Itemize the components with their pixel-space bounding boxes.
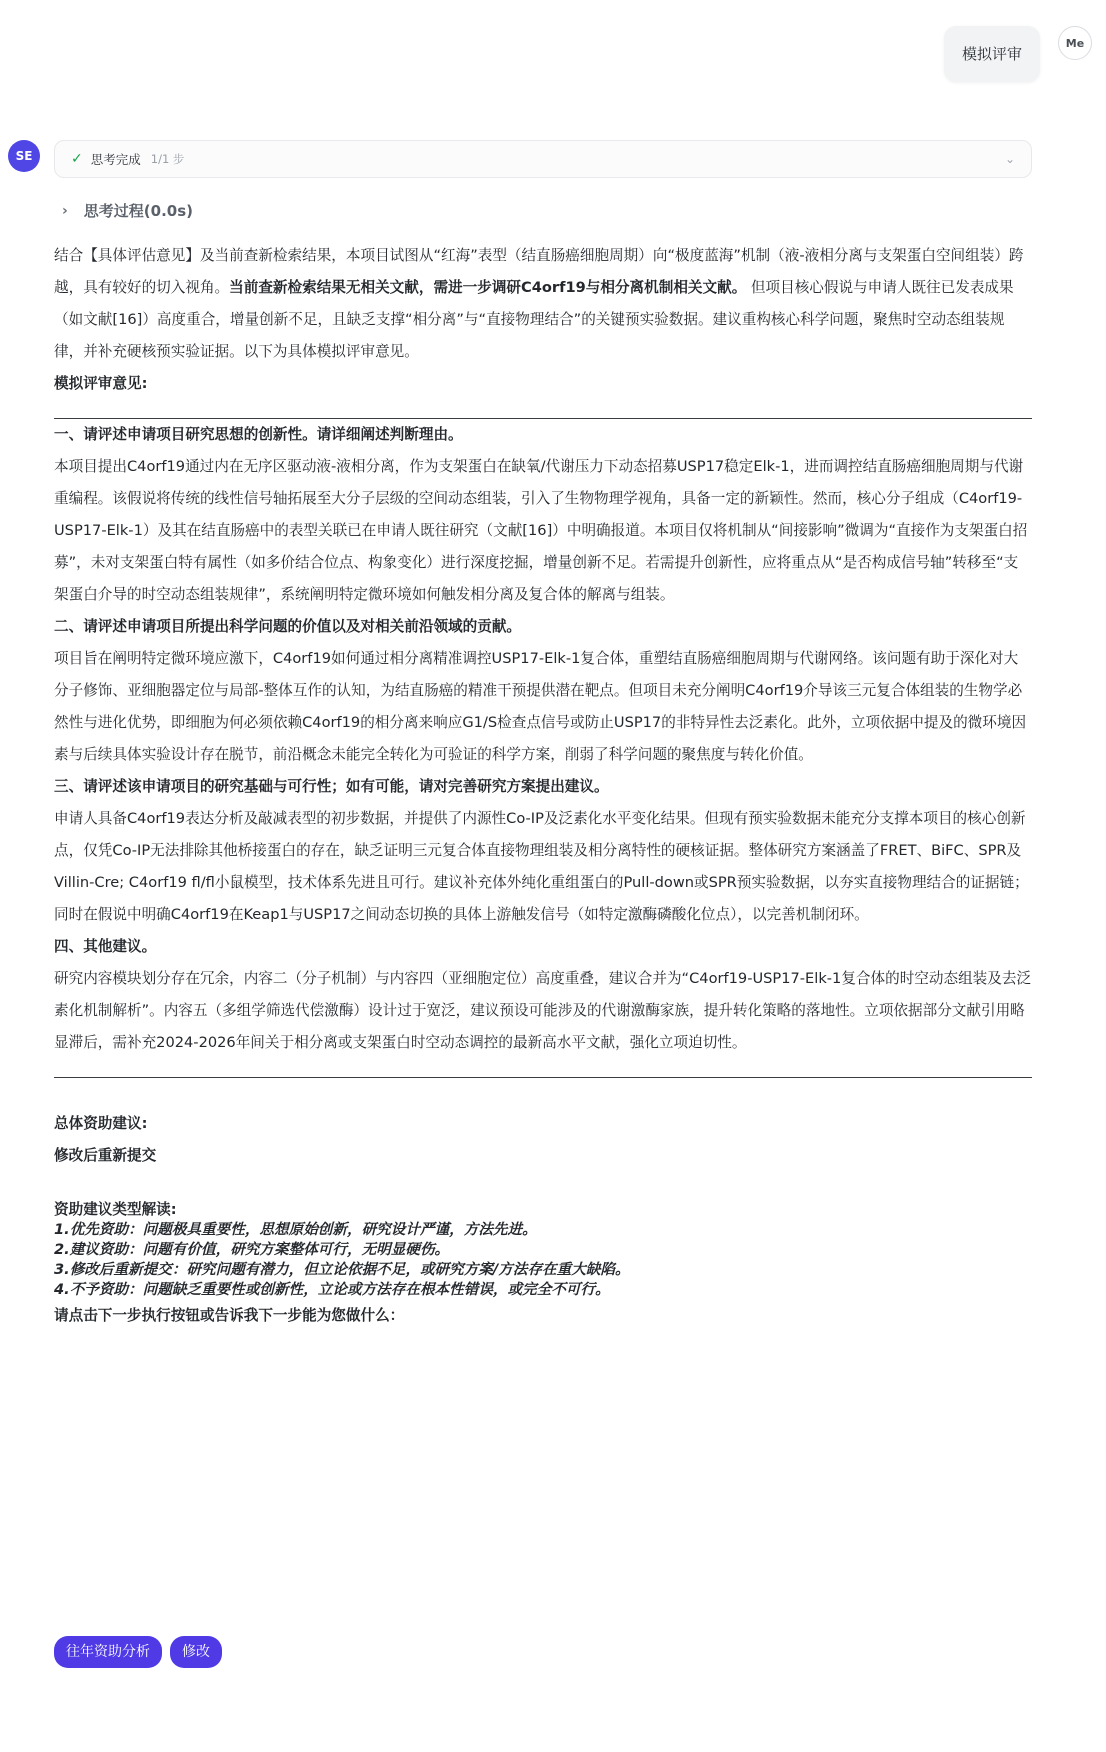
next-step-prompt: 请点击下一步执行按钮或告诉我下一步能为您做什么： <box>54 1307 405 1324</box>
intro-text-1: 结合【具体评估意见】及当前查新检索结果，本项目试图从“红海”表型（结直肠癌细胞周期）向“极度蓝海”机制（液-液相分离与支架蛋白空间组装）跨越，具有较好的切入视角。 <box>54 247 1024 296</box>
thinking-step-count: 1/1 步 <box>150 152 185 166</box>
thinking-process-label: 思考过程(0.0s) <box>83 202 193 220</box>
thinking-process-toggle[interactable] <box>62 200 193 221</box>
section-title: 二、请评述申请项目所提出科学问题的价值以及对相关前沿领域的贡献。 <box>54 618 522 635</box>
divider <box>54 1077 1032 1078</box>
funding-type-item: 3.修改后重新提交：研究问题有潜力，但立论依据不足，或研究方案/方法存在重大缺陷。 <box>54 1261 630 1278</box>
funding-label: 总体资助建议: <box>54 1115 148 1132</box>
funding-types-explanation <box>54 1200 1032 1300</box>
funding-type-item: 4.不予资助：问题缺乏重要性或创新性，立论或方法存在根本性错误，或完全不可行。 <box>54 1281 610 1298</box>
section-body: 项目旨在阐明特定微环境应激下，C4orf19如何通过相分离精准调控USP17-Elk-1复合体，重塑结直肠癌细胞周期与代谢网络。该问题有助于深化对大分子修饰、亚细胞器定位与局部-整体互作的认知，为结直肠癌的精准干预提供潜在靶点。但项目未充分阐明C4orf19介导该三元复合体组装的生物学必然性与进化优势，即细胞为何必须依赖C4orf19的相分离来响应G1/S检查点信号或防止USP17的非特异性去泛素化。此外，立项依据中提及的微环境因素与后续具体实验设计存在脱节，前沿概念未能完全转化为可验证的科学方案，削弱了科学问题的聚焦度与转化价值。 <box>54 650 1027 763</box>
assistant-avatar: SE <box>8 140 40 172</box>
user-message-row <box>944 26 1092 82</box>
chevron-right-icon: › <box>62 202 68 219</box>
funding-types-title: 资助建议类型解读: <box>54 1201 177 1218</box>
chevron-down-icon[interactable]: ⌄ <box>1004 152 1015 166</box>
section-body: 本项目提出C4orf19通过内在无序区驱动液-液相分离，作为支架蛋白在缺氧/代谢压力下动态招募USP17稳定Elk-1，进而调控结直肠癌细胞周期与代谢重编程。该假说将传统的线性信号轴拓展至大分子层级的空间动态组装，引入了生物物理学视角，具备一定的新颖性。然而，核心分子组成（C4orf19-USP17-Elk-1）及其在结直肠癌中的表型关联已在申请人既往研究（文献[16]）中明确报道。本项目仅将机制从“间接影响”微调为“直接作为支架蛋白招募”，未对支架蛋白特有属性（如多价结合位点、构象变化）进行深度挖掘，增量创新不足。若需提升创新性，应将重点从“是否构成信号轴”转移至“支架蛋白介导的时空动态组装规律”，系统阐明特定微环境如何触发相分离及复合体的解离与组装。 <box>54 458 1028 603</box>
funding-recommendation <box>54 1108 1032 1172</box>
assistant-message-content <box>54 240 1032 1332</box>
funding-result: 修改后重新提交 <box>54 1147 157 1164</box>
user-message-bubble: 模拟评审 <box>944 26 1040 82</box>
section-body: 申请人具备C4orf19表达分析及敲减表型的初步数据，并提供了内源性Co-IP及泛素化水平变化结果。但现有预实验数据未能充分支撑本项目的核心创新点，仅凭Co-IP无法排除其他桥接蛋白的存在，缺乏证明三元复合体直接物理组装及相分离特性的硬核证据。整体研究方案涵盖了FRET、BiFC、SPR及Villin-Cre; C4orf19 fl/fl小鼠模型，技术体系先进且可行。建议补充体外纯化重组蛋白的Pull-down或SPR预实验数据，以夯实直接物理结合的证据链；同时在假说中明确C4orf19在Keap1与USP17之间动态切换的具体上游触发信号（如特定激酶磷酸化位点），以完善机制闭环。 <box>54 810 1029 923</box>
check-icon: ✓ <box>71 151 83 167</box>
intro-text-bold: 当前查新检索结果无相关文献，需进一步调研C4orf19与相分离机制相关文献。 <box>229 279 747 296</box>
section-title: 一、请评述申请项目研究思想的创新性。请详细阐述判断理由。 <box>54 426 463 443</box>
thinking-status-bar[interactable] <box>54 140 1032 178</box>
funding-type-item: 1.优先资助：问题极具重要性，思想原始创新，研究设计严谨，方法先进。 <box>54 1221 537 1238</box>
section-title: 三、请评述该申请项目的研究基础与可行性；如有可能，请对完善研究方案提出建议。 <box>54 778 609 795</box>
revise-button[interactable]: 修改 <box>170 1636 222 1668</box>
section-title: 四、其他建议。 <box>54 938 157 955</box>
intro-paragraph <box>54 240 1032 368</box>
user-avatar: Me <box>1058 26 1092 60</box>
review-heading: 模拟评审意见: <box>54 375 148 392</box>
funding-type-item: 2.建议资助：问题有价值，研究方案整体可行，无明显硬伤。 <box>54 1241 450 1258</box>
thinking-status-label: 思考完成 <box>90 152 141 167</box>
past-funding-analysis-button[interactable]: 往年资助分析 <box>54 1636 162 1668</box>
action-buttons <box>54 1636 222 1668</box>
intro-text-3: 但项目核心假说与申请人既往已发表成果（如文献[16]）高度重合，增量创新不足，且缺乏支撑“相分离”与“直接物理结合”的关键预实验数据。建议重构核心科学问题，聚焦时空动态组装规律，并补充硬核预实验证据。以下为具体模拟评审意见。 <box>54 279 1014 360</box>
section-body: 研究内容模块划分存在冗余，内容二（分子机制）与内容四（亚细胞定位）高度重叠，建议合并为“C4orf19-USP17-Elk-1复合体的时空动态组装及去泛素化机制解析”。内容五（多组学筛选代偿激酶）设计过于宽泛，建议预设可能涉及的代谢激酶家族，提升转化策略的落地性。立项依据部分文献引用略显滞后，需补充2024-2026年间关于相分离或支架蛋白时空动态调控的最新高水平文献，强化立项迫切性。 <box>54 970 1032 1051</box>
